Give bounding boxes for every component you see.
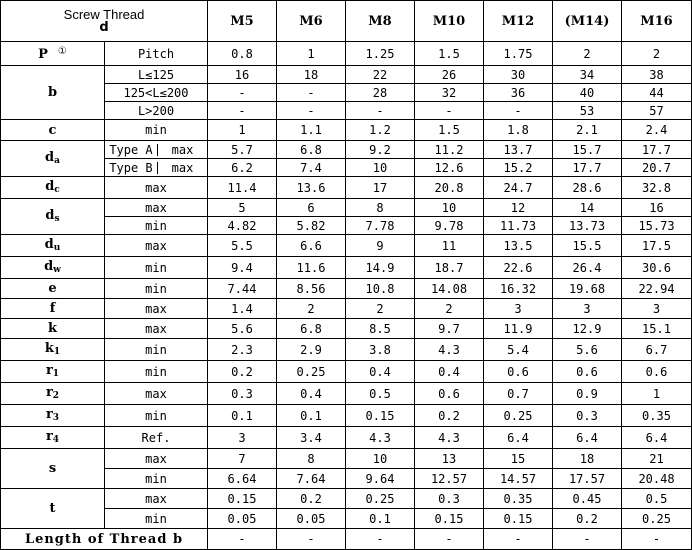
t-row-2 — [1, 509, 692, 529]
value-cell: 7 — [208, 449, 277, 469]
r4-symbol-text: r — [45, 429, 53, 444]
value-cell: 38 — [622, 66, 692, 84]
value-cell: 1 — [622, 383, 692, 405]
s-symbol: s — [1, 449, 105, 489]
value-cell: 17.7 — [622, 141, 692, 159]
value-cell: 0.1 — [208, 405, 277, 427]
length-of-thread-row — [1, 529, 692, 550]
value-cell: 11.9 — [484, 319, 553, 339]
du-row — [1, 235, 692, 257]
value-cell: 0.8 — [208, 42, 277, 66]
da-row-1 — [1, 141, 692, 159]
r4-subscript: 4 — [52, 435, 60, 445]
dc-symbol — [1, 177, 105, 199]
value-cell: 15.7 — [553, 141, 622, 159]
value-cell: 15.2 — [484, 159, 553, 177]
value-cell: 9.64 — [346, 469, 415, 489]
value-cell: 5 — [208, 199, 277, 217]
value-cell: 0.15 — [415, 509, 484, 529]
limit-label: max — [105, 449, 208, 469]
da-row-2 — [1, 159, 692, 177]
screw-thread-label: Screw Thread — [63, 7, 145, 22]
value-cell: 16 — [622, 199, 692, 217]
value-cell: 24.7 — [484, 177, 553, 199]
value-cell: 5.6 — [553, 339, 622, 361]
value-cell: 6.8 — [277, 319, 346, 339]
value-cell: 0.9 — [553, 383, 622, 405]
value-cell: 0.35 — [622, 405, 692, 427]
value-cell: 28 — [346, 84, 415, 102]
limit-label: max — [105, 177, 208, 199]
value-cell: 6 — [277, 199, 346, 217]
value-cell: 0.45 — [553, 489, 622, 509]
da-symbol-text: d — [45, 150, 55, 165]
r2-subscript: 2 — [52, 391, 60, 401]
value-cell: 6.4 — [553, 427, 622, 449]
value-cell: 2.9 — [277, 339, 346, 361]
value-cell: 11.6 — [277, 257, 346, 279]
value-cell: 5.4 — [484, 339, 553, 361]
du-subscript: u — [53, 243, 61, 253]
value-cell: 10.8 — [346, 279, 415, 299]
value-cell: 0.05 — [208, 509, 277, 529]
b-row-1 — [1, 66, 692, 84]
value-cell: 0.05 — [277, 509, 346, 529]
value-cell: 0.2 — [553, 509, 622, 529]
value-cell: 3.8 — [346, 339, 415, 361]
value-cell: 2.3 — [208, 339, 277, 361]
type-label: Type A — [105, 144, 158, 156]
value-cell: 12 — [484, 199, 553, 217]
value-cell: 17 — [346, 177, 415, 199]
limit-label: min — [105, 509, 208, 529]
dw-symbol — [1, 257, 105, 279]
value-cell: - — [346, 102, 415, 120]
value-cell: 18.7 — [415, 257, 484, 279]
value-cell: 28.6 — [553, 177, 622, 199]
value-cell: 57 — [622, 102, 692, 120]
value-cell: 10 — [415, 199, 484, 217]
value-cell: 0.4 — [346, 361, 415, 383]
du-symbol — [1, 235, 105, 257]
value-cell: 2 — [346, 299, 415, 319]
ds-subscript: s — [54, 214, 60, 224]
value-cell: 2 — [277, 299, 346, 319]
ds-symbol-text: d — [45, 208, 55, 223]
value-cell: 11.4 — [208, 177, 277, 199]
s-row-1 — [1, 449, 692, 469]
limit-label: min — [105, 257, 208, 279]
dc-symbol-text: d — [45, 179, 55, 194]
value-cell: 2.4 — [622, 120, 692, 141]
value-cell: 8 — [346, 199, 415, 217]
value-cell: 0.2 — [277, 489, 346, 509]
value-cell: 0.15 — [208, 489, 277, 509]
value-cell: 2.1 — [553, 120, 622, 141]
k-row — [1, 319, 692, 339]
value-cell: 0.1 — [277, 405, 346, 427]
value-cell: 32 — [415, 84, 484, 102]
value-cell: 0.5 — [622, 489, 692, 509]
value-cell: 9.2 — [346, 141, 415, 159]
r1-row — [1, 361, 692, 383]
limit-label: max — [105, 383, 208, 405]
value-cell: 22.94 — [622, 279, 692, 299]
type-label: Type B — [105, 162, 158, 174]
k1-symbol-text: k — [44, 341, 54, 356]
t-symbol: t — [1, 489, 105, 529]
value-cell: 4.82 — [208, 217, 277, 235]
f-row — [1, 299, 692, 319]
value-cell: 15.1 — [622, 319, 692, 339]
size-header: M12 — [484, 1, 553, 42]
limit-label: min — [105, 279, 208, 299]
value-cell: 7.78 — [346, 217, 415, 235]
value-cell: 18 — [553, 449, 622, 469]
value-cell: - — [277, 84, 346, 102]
value-cell: 20.7 — [622, 159, 692, 177]
value-cell: 0.4 — [415, 361, 484, 383]
r2-symbol-text: r — [45, 385, 53, 400]
value-cell: - — [208, 102, 277, 120]
b-row-3 — [1, 102, 692, 120]
size-header: M5 — [208, 1, 277, 42]
limit-label: max — [105, 299, 208, 319]
value-cell: 1.1 — [277, 120, 346, 141]
value-cell: 17.5 — [622, 235, 692, 257]
value-cell: 1.25 — [346, 42, 415, 66]
value-cell: 0.25 — [277, 361, 346, 383]
k1-symbol — [1, 339, 105, 361]
b-row-2 — [1, 84, 692, 102]
value-cell: 5.5 — [208, 235, 277, 257]
value-cell: 11.2 — [415, 141, 484, 159]
value-cell: 3 — [622, 299, 692, 319]
value-cell: 17.57 — [553, 469, 622, 489]
value-cell: 7.44 — [208, 279, 277, 299]
b-symbol: b — [1, 66, 105, 120]
r1-symbol — [1, 361, 105, 383]
r3-row — [1, 405, 692, 427]
value-cell: - — [484, 529, 553, 550]
value-cell: - — [277, 102, 346, 120]
value-cell: 16 — [208, 66, 277, 84]
value-cell: - — [415, 529, 484, 550]
limit-label: min — [105, 217, 208, 235]
value-cell: 3 — [208, 427, 277, 449]
value-cell: 20.8 — [415, 177, 484, 199]
dw-symbol-text: d — [44, 259, 54, 274]
da-type-cell — [105, 159, 208, 177]
da-subscript: a — [54, 156, 60, 166]
value-cell: 0.2 — [208, 361, 277, 383]
value-cell: 1.5 — [415, 120, 484, 141]
value-cell: 6.2 — [208, 159, 277, 177]
value-cell: 1 — [277, 42, 346, 66]
value-cell: 4.3 — [415, 339, 484, 361]
value-cell: 0.15 — [484, 509, 553, 529]
value-cell: 13.5 — [484, 235, 553, 257]
pitch-symbol-text: P — [38, 46, 48, 62]
value-cell: 26.4 — [553, 257, 622, 279]
value-cell: 19.68 — [553, 279, 622, 299]
r3-subscript: 3 — [52, 413, 60, 423]
value-cell: 10 — [346, 449, 415, 469]
limit-label: min — [105, 469, 208, 489]
value-cell: 30 — [484, 66, 553, 84]
value-cell: 10 — [346, 159, 415, 177]
value-cell: - — [553, 529, 622, 550]
r3-symbol — [1, 405, 105, 427]
limit-label: min — [105, 339, 208, 361]
dc-row — [1, 177, 692, 199]
value-cell: 21 — [622, 449, 692, 469]
t-row-1 — [1, 489, 692, 509]
length-of-thread-label: Length of Thread b — [1, 529, 208, 550]
value-cell: 3.4 — [277, 427, 346, 449]
du-symbol-text: d — [44, 237, 54, 252]
k1-row — [1, 339, 692, 361]
value-cell: 9.78 — [415, 217, 484, 235]
value-cell: 16.32 — [484, 279, 553, 299]
value-cell: 0.6 — [484, 361, 553, 383]
value-cell: 13.7 — [484, 141, 553, 159]
ds-symbol — [1, 199, 105, 235]
pitch-label: Pitch — [105, 42, 208, 66]
value-cell: 13.73 — [553, 217, 622, 235]
value-cell: 11 — [415, 235, 484, 257]
size-header: M10 — [415, 1, 484, 42]
value-cell: 14 — [553, 199, 622, 217]
da-type-cell — [105, 141, 208, 159]
e-row — [1, 279, 692, 299]
value-cell: 0.15 — [346, 405, 415, 427]
limit-label: max — [171, 160, 194, 175]
value-cell: 1 — [208, 120, 277, 141]
r3-symbol-text: r — [45, 407, 53, 422]
value-cell: 0.2 — [415, 405, 484, 427]
value-cell: - — [208, 84, 277, 102]
value-cell: 9 — [346, 235, 415, 257]
value-cell: - — [622, 529, 692, 550]
value-cell: - — [415, 102, 484, 120]
value-cell: 36 — [484, 84, 553, 102]
value-cell: 7.4 — [277, 159, 346, 177]
value-cell: 0.3 — [415, 489, 484, 509]
limit-label: max — [105, 199, 208, 217]
c-row — [1, 120, 692, 141]
value-cell: 14.9 — [346, 257, 415, 279]
value-cell: 22.6 — [484, 257, 553, 279]
value-cell: 12.9 — [553, 319, 622, 339]
value-cell: 15 — [484, 449, 553, 469]
k-symbol: k — [1, 319, 105, 339]
value-cell: 3 — [484, 299, 553, 319]
value-cell: 1.75 — [484, 42, 553, 66]
r1-symbol-text: r — [45, 363, 53, 378]
value-cell: 0.5 — [346, 383, 415, 405]
value-cell: 6.64 — [208, 469, 277, 489]
value-cell: 15.5 — [553, 235, 622, 257]
value-cell: 1.4 — [208, 299, 277, 319]
value-cell: 6.7 — [622, 339, 692, 361]
value-cell: 30.6 — [622, 257, 692, 279]
size-header: M8 — [346, 1, 415, 42]
value-cell: 34 — [553, 66, 622, 84]
value-cell: 8.5 — [346, 319, 415, 339]
r1-subscript: 1 — [52, 369, 60, 379]
value-cell: 0.6 — [622, 361, 692, 383]
value-cell: 0.4 — [277, 383, 346, 405]
dw-subscript: w — [53, 265, 61, 275]
value-cell: 14.57 — [484, 469, 553, 489]
ds-row-1 — [1, 199, 692, 217]
value-cell: 1.8 — [484, 120, 553, 141]
value-cell: 5.7 — [208, 141, 277, 159]
size-header: (M14) — [553, 1, 622, 42]
value-cell: 0.25 — [622, 509, 692, 529]
limit-label: max — [171, 142, 194, 157]
value-cell: 6.4 — [484, 427, 553, 449]
r2-row — [1, 383, 692, 405]
r2-symbol — [1, 383, 105, 405]
limit-label: Ref. — [105, 427, 208, 449]
value-cell: 8 — [277, 449, 346, 469]
value-cell: 2 — [553, 42, 622, 66]
limit-label: max — [105, 489, 208, 509]
value-cell: 11.73 — [484, 217, 553, 235]
da-symbol — [1, 141, 105, 177]
size-header: M16 — [622, 1, 692, 42]
b-condition: 125<L≤200 — [105, 84, 208, 102]
c-symbol: c — [1, 120, 105, 141]
value-cell: 0.7 — [484, 383, 553, 405]
pitch-symbol — [1, 42, 105, 66]
value-cell: - — [484, 102, 553, 120]
value-cell: 14.08 — [415, 279, 484, 299]
value-cell: 53 — [553, 102, 622, 120]
dc-subscript: c — [54, 185, 60, 195]
value-cell: 6.8 — [277, 141, 346, 159]
value-cell: 0.1 — [346, 509, 415, 529]
value-cell: 0.6 — [415, 383, 484, 405]
r4-symbol — [1, 427, 105, 449]
value-cell: 4.3 — [415, 427, 484, 449]
e-symbol: e — [1, 279, 105, 299]
value-cell: 0.25 — [484, 405, 553, 427]
value-cell: 0.6 — [553, 361, 622, 383]
header-row — [1, 1, 692, 42]
pitch-row — [1, 42, 692, 66]
value-cell: 2 — [415, 299, 484, 319]
s-row-2 — [1, 469, 692, 489]
value-cell: 0.3 — [553, 405, 622, 427]
value-cell: - — [277, 529, 346, 550]
screw-thread-header — [1, 1, 208, 42]
value-cell: 6.4 — [622, 427, 692, 449]
value-cell: 17.7 — [553, 159, 622, 177]
b-condition: L>200 — [105, 102, 208, 120]
footnote-marker: ① — [57, 45, 67, 57]
value-cell: 13.6 — [277, 177, 346, 199]
value-cell: 0.3 — [208, 383, 277, 405]
dw-row — [1, 257, 692, 279]
value-cell: 9.7 — [415, 319, 484, 339]
value-cell: 8.56 — [277, 279, 346, 299]
r4-row — [1, 427, 692, 449]
value-cell: - — [208, 529, 277, 550]
limit-label: min — [105, 405, 208, 427]
value-cell: 12.57 — [415, 469, 484, 489]
value-cell: 3 — [553, 299, 622, 319]
value-cell: 12.6 — [415, 159, 484, 177]
value-cell: 32.8 — [622, 177, 692, 199]
value-cell: 26 — [415, 66, 484, 84]
value-cell: 9.4 — [208, 257, 277, 279]
value-cell: - — [346, 529, 415, 550]
value-cell: 0.35 — [484, 489, 553, 509]
value-cell: 0.25 — [346, 489, 415, 509]
ds-row-2 — [1, 217, 692, 235]
limit-label: max — [105, 319, 208, 339]
value-cell: 18 — [277, 66, 346, 84]
value-cell: 5.82 — [277, 217, 346, 235]
value-cell: 40 — [553, 84, 622, 102]
value-cell: 2 — [622, 42, 692, 66]
k1-subscript: 1 — [53, 347, 61, 357]
value-cell: 4.3 — [346, 427, 415, 449]
limit-label: min — [105, 361, 208, 383]
value-cell: 15.73 — [622, 217, 692, 235]
b-condition: L≤125 — [105, 66, 208, 84]
value-cell: 44 — [622, 84, 692, 102]
value-cell: 1.2 — [346, 120, 415, 141]
size-header: M6 — [277, 1, 346, 42]
value-cell: 13 — [415, 449, 484, 469]
limit-label: min — [105, 120, 208, 141]
value-cell: 7.64 — [277, 469, 346, 489]
value-cell: 1.5 — [415, 42, 484, 66]
screw-thread-d-label: d — [99, 20, 109, 35]
value-cell: 5.6 — [208, 319, 277, 339]
f-symbol: f — [1, 299, 105, 319]
value-cell: 20.48 — [622, 469, 692, 489]
value-cell: 22 — [346, 66, 415, 84]
limit-label: max — [105, 235, 208, 257]
value-cell: 6.6 — [277, 235, 346, 257]
